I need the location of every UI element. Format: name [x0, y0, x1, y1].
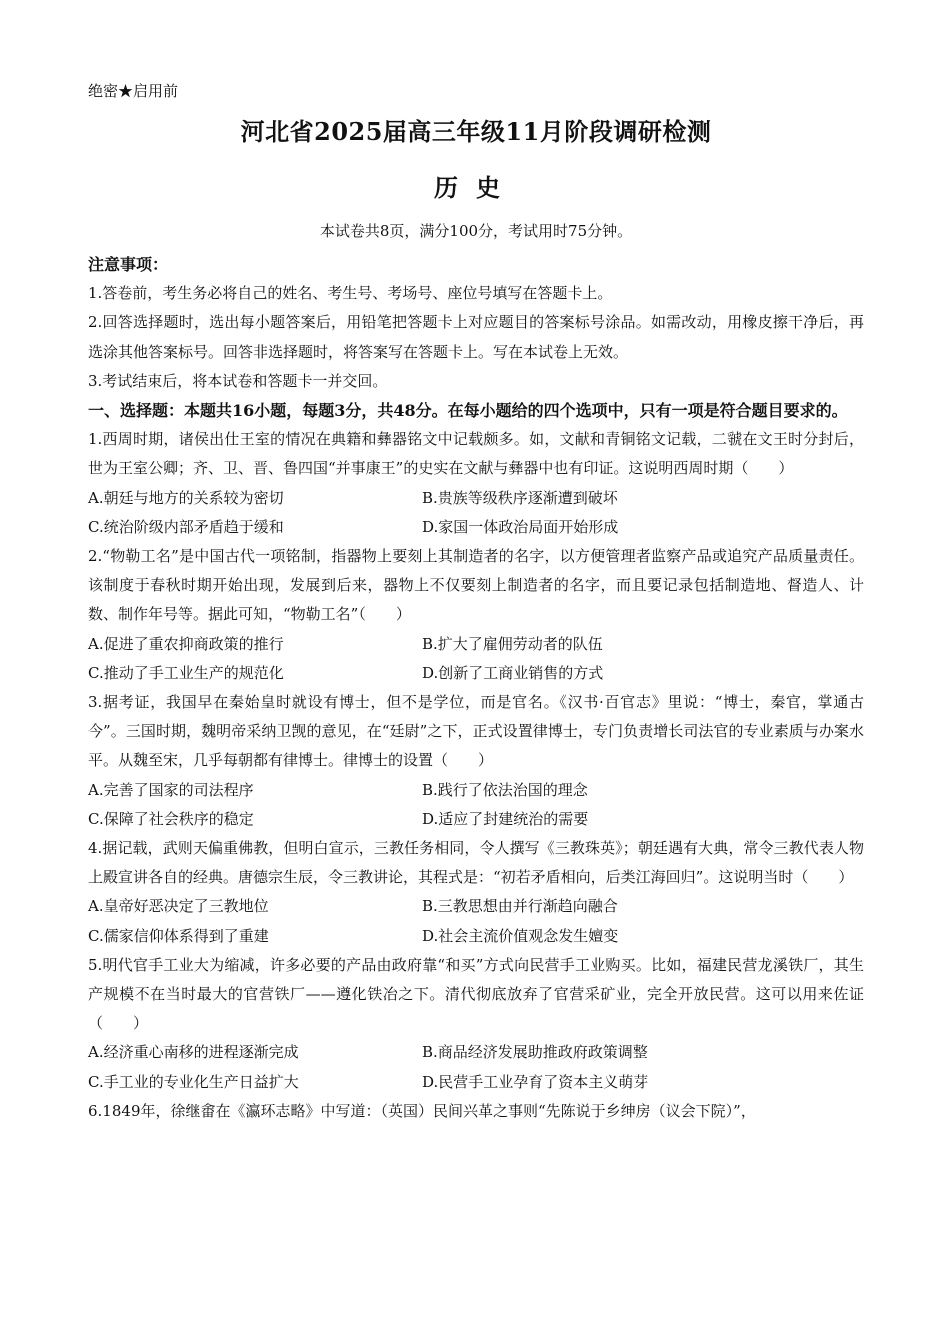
exam-info: 本试卷共8页，满分100分，考试用时75分钟。 — [319, 222, 633, 240]
question-stem: 4.据记载，武则天偏重佛教，但明白宣示，三教任务相同，令人撰写《三教珠英》；朝廷遇有大典，常令三教代表人物上殿宣讲各自的经典。唐德宗生辰，令三教讲论，其程式是：“初若矛盾相向，后类江海回归”。这说明当时（ ） — [88, 839, 864, 887]
option-c: C.保障了社会秩序的稳定 — [88, 809, 254, 828]
option-d: D.适应了封建统治的需要 — [422, 809, 589, 828]
option-c: C.儒家信仰体系得到了重建 — [88, 926, 269, 945]
option-b: B.商品经济发展助推政府政策调整 — [422, 1043, 648, 1062]
question-stem: 2.“物勒工名”是中国古代一项铭制，指器物上要刻上其制造者的名字，以方便管理者监察产品或追究产品质量责任。该制度于春秋时期开始出现，发展到后来，器物上不仅要刻上制造者的名字，而且要记录包括制造地、督造人、计数、制作年号等。据此可知，“物勒工名”（ ） — [88, 547, 864, 624]
notice-item: 1.答卷前，考生务必将自己的姓名、考生号、考场号、座位号填写在答题卡上。 — [88, 284, 613, 303]
option-c: C.统治阶级内部矛盾趋于缓和 — [88, 517, 284, 536]
option-a: A.完善了国家的司法程序 — [88, 780, 254, 799]
option-d: D.社会主流价值观念发生嬗变 — [422, 926, 619, 945]
notice-item: 3.考试结束后，将本试卷和答题卡一并交回。 — [88, 371, 388, 390]
question — [88, 425, 864, 542]
question — [88, 951, 864, 1097]
question-stem: 1.西周时期，诸侯出仕王室的情况在典籍和彝器铭文中记载颇多。如，文献和青铜铭文记载，二虢在文王时分封后，世为王室公卿；齐、卫、晋、鲁四国“并事康王”的史实在文献与彝器中也有印证。这说明西周时期（ ） — [88, 430, 864, 478]
option-a: A.经济重心南移的进程逐渐完成 — [88, 1043, 299, 1062]
question — [88, 542, 864, 688]
option-d: D.创新了工商业销售的方式 — [422, 663, 604, 682]
question-stem: 5.明代官手工业大为缩减，许多必要的产品由政府靠“和买”方式向民营手工业购买。比如，福建民营龙溪铁厂，其生产规模不在当时最大的官营铁厂——遵化铁冶之下。清代彻底放弃了官营采矿业，完全开放民营。这可以用来佐证（ ） — [88, 955, 864, 1033]
notice-heading: 注意事项： — [88, 255, 169, 274]
question — [88, 688, 864, 834]
question-stem: 3.据考证，我国早在秦始皇时就设有博士，但不是学位，而是官名。《汉书·百官志》里说：“博士，秦官，掌通古今”。三国时期，魏明帝采纳卫觊的意见，在“廷尉”之下，正式设置律博士，专门负责增长司法官的专业素质与办案水平。从魏至宋，几乎每朝都有律博士。律博士的设置（ ） — [88, 693, 864, 770]
subject-title: 历史 — [434, 173, 518, 202]
option-b: B.扩大了雇佣劳动者的队伍 — [422, 634, 603, 653]
confidential-label: 绝密★启用前 — [88, 82, 179, 100]
question-stem: 6.1849年，徐继畬在《瀛环志略》中写道：（英国）民间兴革之事则“先陈说于乡绅房（议会下院）”， — [88, 1101, 756, 1120]
option-a: A.朝廷与地方的关系较为密切 — [88, 488, 284, 507]
exam-title: 河北省2025届高三年级11月阶段调研检测 — [240, 117, 712, 146]
option-a: A.促进了重农抑商政策的推行 — [88, 634, 284, 653]
option-d: D.家国一体政治局面开始形成 — [422, 517, 619, 536]
exam-body — [88, 250, 864, 1126]
option-d: D.民营手工业孕育了资本主义萌芽 — [422, 1072, 649, 1091]
option-c: C.手工业的专业化生产日益扩大 — [88, 1072, 299, 1091]
option-c: C.推动了手工业生产的规范化 — [88, 663, 284, 682]
notice-item: 2.回答选择题时，选出每小题答案后，用铅笔把答题卡上对应题目的答案标号涂品。如需改动，用橡皮擦干净后，再选涂其他答案标号。回答非选择题时，将答案写在答题卡上。写在本试卷上无效。 — [88, 313, 864, 361]
option-a: A.皇帝好恶决定了三教地位 — [88, 897, 269, 916]
section-heading: 一、选择题：本题共16小题，每题3分，共48分。在每小题给的四个选项中，只有一项是符合题目要求的。 — [88, 401, 848, 421]
option-b: B.贵族等级秩序逐渐遭到破坏 — [422, 488, 618, 507]
question — [88, 834, 864, 951]
question — [88, 1097, 864, 1126]
option-b: B.践行了依法治国的理念 — [422, 780, 588, 799]
option-b: B.三教思想由并行渐趋向融合 — [422, 897, 618, 916]
